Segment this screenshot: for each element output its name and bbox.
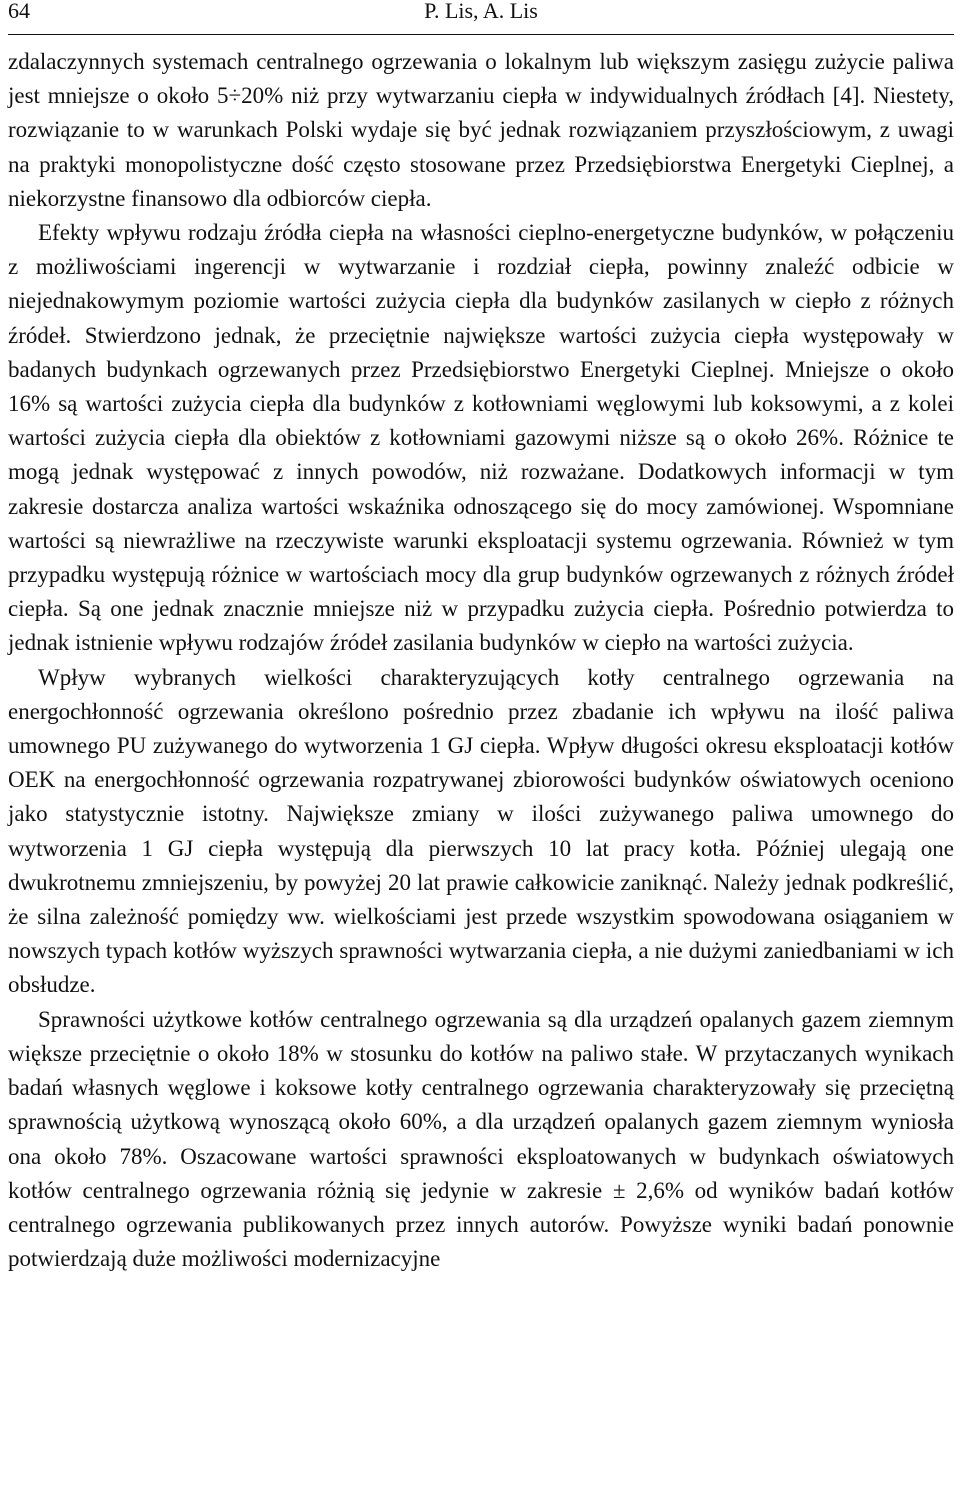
running-header [8, 0, 954, 34]
document-page [8, 0, 954, 1276]
running-title: P. Lis, A. Lis [424, 0, 538, 23]
page-number: 64 [8, 0, 30, 23]
header-rule [8, 34, 954, 35]
paragraph-boiler-influence: Wpływ wybranych wielkości charakteryzujących kotły centralnego ogrzewania na energochłonność ogrzewania określono pośrednio przez zbadanie ich wpływu na ilość paliwa umownego PU zużywanego do wytworzenia 1 GJ ciepła. Wpływ długości okresu eksploatacji kotłów OEK na energochłonność ogrzewania rozpatrywanej zbiorowości budynków oświatowych oceniono jako statystycznie istotny. Największe zmiany w ilości zużywanego paliwa umownego do wytworzenia 1 GJ ciepła występują dla pierwszych 10 lat pracy kotła. Później ulegają one dwukrotnemu zmniejszeniu, by powyżej 20 lat prawie całkowicie zaniknąć. Należy jednak podkreślić, że silna zależność pomiędzy ww. wielkościami jest przede wszystkim spowodowana osiąganiem w nowszych typach kotłów wyższych sprawności wytwarzania ciepła, a nie dużymi zaniedbaniami w ich obsłudze. [8, 664, 954, 998]
body-text [8, 45, 954, 1276]
paragraph-heat-source-effects: Efekty wpływu rodzaju źródła ciepła na własności cieplno-energetyczne budynków, w połączeniu z możliwościami ingerencji w wytwarzanie i rozdział ciepła, powinny znaleźć odbicie w niejednakowymym poziomie wartości zużycia ciepła dla budynków zasilanych w ciepło z różnych źródeł. Stwierdzono jednak, że przeciętnie największe wartości zużycia ciepła występowały w badanych budynkach ogrzewanych przez Przedsiębiorstwo Energetyki Cieplnej. Mniejsze o około 16% są wartości zużycia ciepła dla budynków z kotłowniami węglowymi lub koksowymi, a z kolei wartości zużycia ciepła dla obiektów z kotłowniami gazowymi niższe są o około 26%. Różnice te mogą jednak występować z innych powodów, niż rozważane. Dodatkowych informacji w tym zakresie dostarcza analiza wartości wskaźnika odnoszącego się do mocy zamówionej. Wspomniane wartości są niewrażliwe na rzeczywiste warunki eksploatacji systemu ogrzewania. Również w tym przypadku występują różnice w wartościach mocy dla grup budynków ogrzewanych z różnych źródeł ciepła. Są one jednak znacznie mniejsze niż w przypadku zużycia ciepła. Pośrednio potwierdza to jednak istnienie wpływu rodzajów źródeł zasilania budynków w ciepło na wartości zużycia. [8, 220, 954, 656]
paragraph-boiler-efficiency: Sprawności użytkowe kotłów centralnego ogrzewania są dla urządzeń opalanych gazem ziemnym większe przeciętnie o około 18% w stosunku do kotłów na paliwo stałe. W przytaczanych wynikach badań własnych węglowe i koksowe kotły centralnego ogrzewania charakteryzowały się przeciętną sprawnością użytkową wynoszącą około 60%, a dla urządzeń opalanych gazem ziemnym wyniosła ona około 78%. Oszacowane wartości sprawności eksploatowanych w budynkach oświatowych kotłów centralnego ogrzewania różnią się jedynie w zakresie ± 2,6% od wyników badań kotłów centralnego ogrzewania publikowanych przez innych autorów. Powyższe wyniki badań ponownie potwierdzają duże możliwości modernizacyjne [8, 1006, 954, 1272]
paragraph-continuation: zdalaczynnych systemach centralnego ogrzewania o lokalnym lub większym zasięgu zużycie paliwa jest mniejsze o około 5÷20% niż przy wytwarzaniu ciepła w indywidualnych źródłach [4]. Niestety, rozwiązanie to w warunkach Polski wydaje się być jednak rozwiązaniem przyszłościowym, z uwagi na praktyki monopolistyczne dość często stosowane przez Przedsiębiorstwa Energetyki Cieplnej, a niekorzystne finansowo dla odbiorców ciepła. [8, 49, 954, 211]
